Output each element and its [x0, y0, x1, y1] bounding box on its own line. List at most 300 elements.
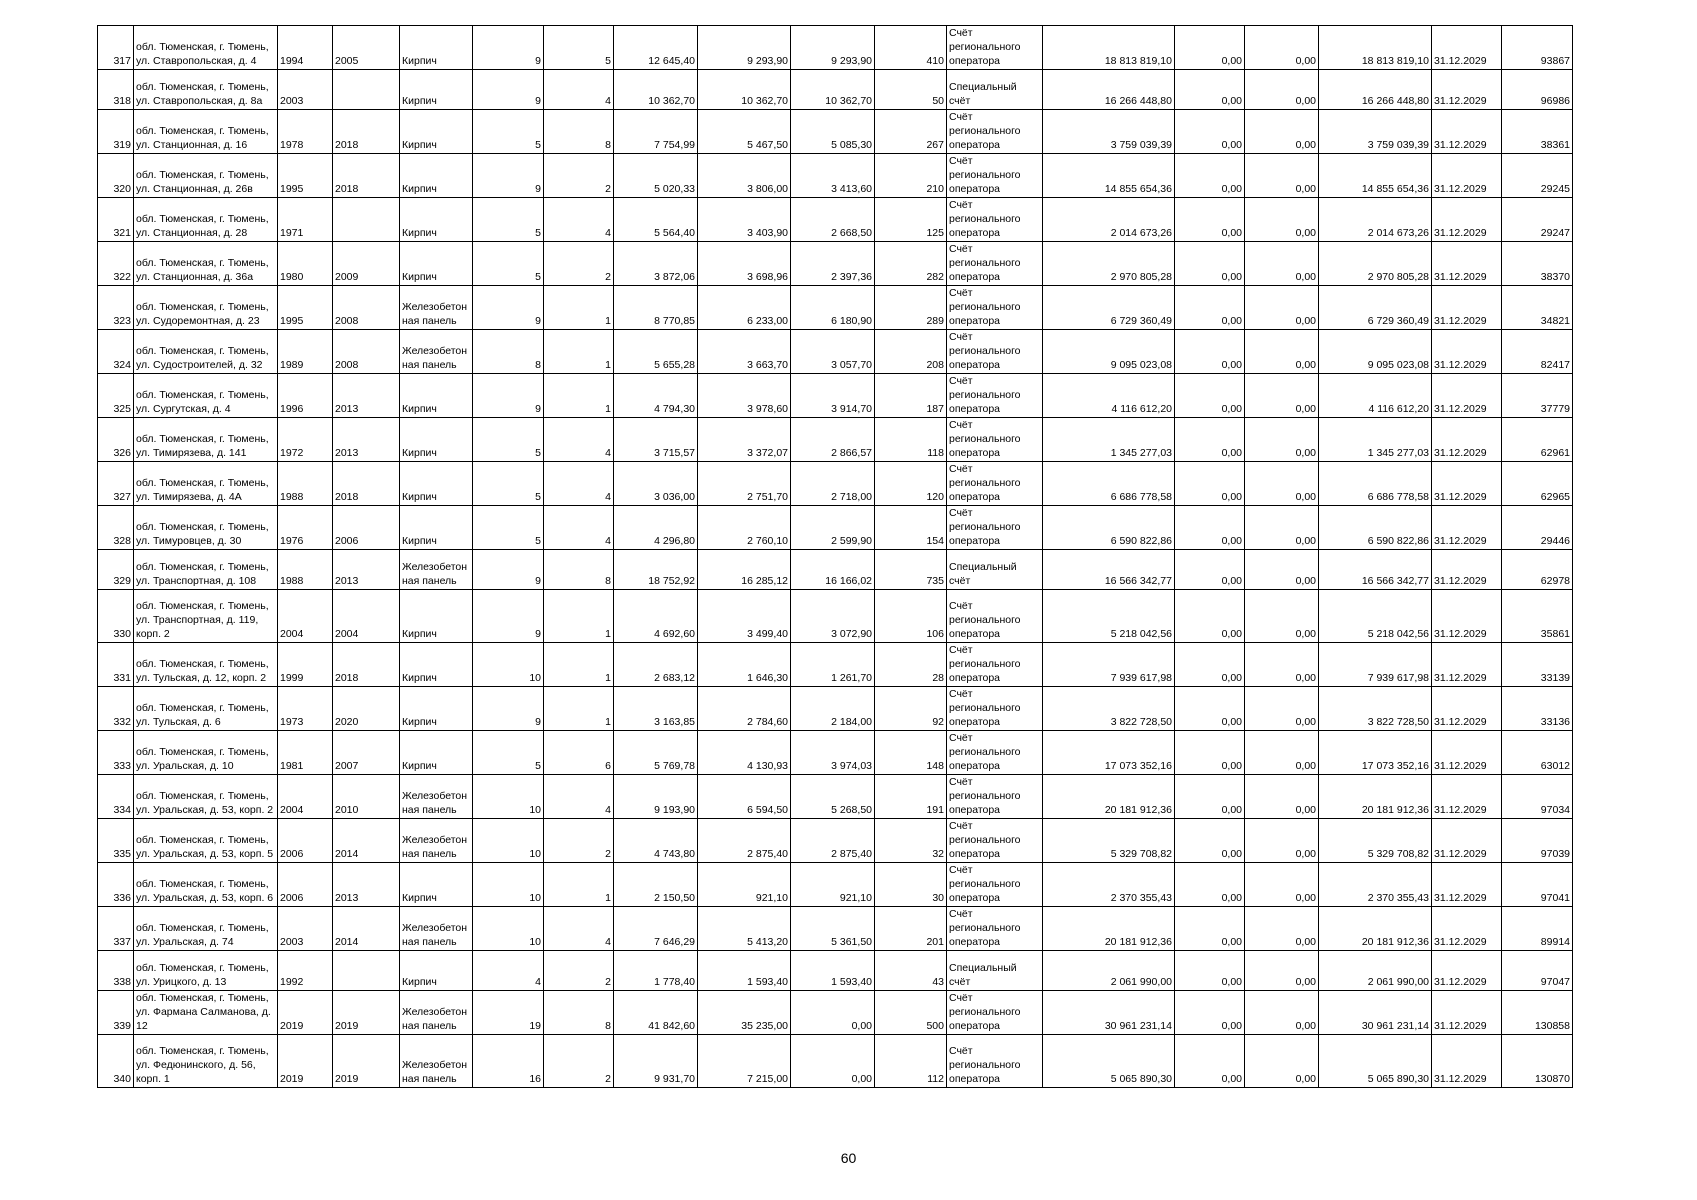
deadline-cell: 31.12.2029: [1432, 242, 1502, 286]
floors-cell: 19: [473, 991, 544, 1035]
cost-cell-b: 0,00: [1245, 819, 1319, 863]
total-cost-cell: 1 345 277,03: [1043, 418, 1175, 462]
wall-material-cell: Кирпич: [400, 70, 473, 110]
owned-area-cell: 1 593,40: [791, 951, 875, 991]
cost-cell-b: 0,00: [1245, 418, 1319, 462]
cost-cell-c: 9 095 023,08: [1319, 330, 1432, 374]
living-area-cell: 5 413,20: [698, 907, 791, 951]
living-area-cell: 2 760,10: [698, 506, 791, 550]
total-area-cell: 9 931,70: [614, 1035, 698, 1088]
cost-cell-b: 0,00: [1245, 687, 1319, 731]
owned-area-cell: 16 166,02: [791, 550, 875, 590]
row-number-cell: 335: [98, 819, 134, 863]
cost-cell-b: 0,00: [1245, 198, 1319, 242]
row-number-cell: 317: [98, 26, 134, 70]
housing-register-table: [97, 25, 1573, 1088]
owned-area-cell: 6 180,90: [791, 286, 875, 330]
wall-material-cell: Кирпич: [400, 418, 473, 462]
cost-cell-c: 17 073 352,16: [1319, 731, 1432, 775]
floors-cell: 10: [473, 643, 544, 687]
deadline-cell: 31.12.2029: [1432, 819, 1502, 863]
cost-cell-c: 6 686 778,58: [1319, 462, 1432, 506]
wall-material-cell: Кирпич: [400, 687, 473, 731]
row-number-cell: 325: [98, 374, 134, 418]
fund-method-cell: Счёт регионального оператора: [947, 286, 1043, 330]
owned-area-cell: 0,00: [791, 991, 875, 1035]
cost-cell-a: 0,00: [1175, 462, 1245, 506]
floors-cell: 10: [473, 819, 544, 863]
table-row: [98, 1035, 1573, 1088]
row-number-cell: 320: [98, 154, 134, 198]
cost-cell-a: 0,00: [1175, 70, 1245, 110]
total-area-cell: 3 163,85: [614, 687, 698, 731]
total-cost-cell: 5 329 708,82: [1043, 819, 1175, 863]
living-area-cell: 3 806,00: [698, 154, 791, 198]
deadline-cell: 31.12.2029: [1432, 462, 1502, 506]
table-row: [98, 819, 1573, 863]
residents-cell: 43: [875, 951, 947, 991]
record-id-cell: 130858: [1502, 991, 1573, 1035]
year-built-cell: 2006: [278, 863, 333, 907]
living-area-cell: 9 293,90: [698, 26, 791, 70]
wall-material-cell: Железобетонная панель: [400, 550, 473, 590]
total-area-cell: 3 872,06: [614, 242, 698, 286]
total-area-cell: 9 193,90: [614, 775, 698, 819]
entrances-cell: 1: [544, 330, 614, 374]
year-renovation-cell: 2018: [333, 110, 400, 154]
residents-cell: 32: [875, 819, 947, 863]
cost-cell-c: 2 061 990,00: [1319, 951, 1432, 991]
year-built-cell: 1989: [278, 330, 333, 374]
owned-area-cell: 2 718,00: [791, 462, 875, 506]
address-cell: обл. Тюменская, г. Тюмень, ул. Уральская, д. 53, корп. 5: [134, 819, 278, 863]
table-row: [98, 991, 1573, 1035]
cost-cell-b: 0,00: [1245, 462, 1319, 506]
total-cost-cell: 4 116 612,20: [1043, 374, 1175, 418]
cost-cell-b: 0,00: [1245, 643, 1319, 687]
total-area-cell: 7 754,99: [614, 110, 698, 154]
table-row: [98, 330, 1573, 374]
cost-cell-c: 5 218 042,56: [1319, 590, 1432, 643]
year-renovation-cell: 2009: [333, 242, 400, 286]
fund-method-cell: Счёт регионального оператора: [947, 374, 1043, 418]
deadline-cell: 31.12.2029: [1432, 198, 1502, 242]
record-id-cell: 89914: [1502, 907, 1573, 951]
wall-material-cell: Кирпич: [400, 506, 473, 550]
record-id-cell: 38361: [1502, 110, 1573, 154]
owned-area-cell: 3 413,60: [791, 154, 875, 198]
row-number-cell: 336: [98, 863, 134, 907]
entrances-cell: 2: [544, 154, 614, 198]
residents-cell: 187: [875, 374, 947, 418]
address-cell: обл. Тюменская, г. Тюмень, ул. Станционная, д. 26в: [134, 154, 278, 198]
year-renovation-cell: 2008: [333, 330, 400, 374]
entrances-cell: 1: [544, 687, 614, 731]
owned-area-cell: 3 057,70: [791, 330, 875, 374]
record-id-cell: 35861: [1502, 590, 1573, 643]
cost-cell-b: 0,00: [1245, 286, 1319, 330]
year-built-cell: 1996: [278, 374, 333, 418]
wall-material-cell: Железобетонная панель: [400, 819, 473, 863]
residents-cell: 289: [875, 286, 947, 330]
residents-cell: 201: [875, 907, 947, 951]
total-cost-cell: 16 266 448,80: [1043, 70, 1175, 110]
fund-method-cell: Счёт регионального оператора: [947, 863, 1043, 907]
wall-material-cell: Железобетонная панель: [400, 1035, 473, 1088]
floors-cell: 10: [473, 863, 544, 907]
deadline-cell: 31.12.2029: [1432, 110, 1502, 154]
cost-cell-c: 16 266 448,80: [1319, 70, 1432, 110]
cost-cell-a: 0,00: [1175, 26, 1245, 70]
cost-cell-c: 2 970 805,28: [1319, 242, 1432, 286]
cost-cell-c: 6 590 822,86: [1319, 506, 1432, 550]
wall-material-cell: Кирпич: [400, 242, 473, 286]
wall-material-cell: Железобетонная панель: [400, 991, 473, 1035]
total-area-cell: 41 842,60: [614, 991, 698, 1035]
deadline-cell: 31.12.2029: [1432, 951, 1502, 991]
cost-cell-b: 0,00: [1245, 1035, 1319, 1088]
owned-area-cell: 2 875,40: [791, 819, 875, 863]
fund-method-cell: Специальный счёт: [947, 550, 1043, 590]
total-area-cell: 5 564,40: [614, 198, 698, 242]
living-area-cell: 2 784,60: [698, 687, 791, 731]
cost-cell-a: 0,00: [1175, 242, 1245, 286]
living-area-cell: 10 362,70: [698, 70, 791, 110]
fund-method-cell: Счёт регионального оператора: [947, 418, 1043, 462]
entrances-cell: 8: [544, 550, 614, 590]
entrances-cell: 8: [544, 110, 614, 154]
address-cell: обл. Тюменская, г. Тюмень, ул. Урицкого, д. 13: [134, 951, 278, 991]
year-built-cell: 2004: [278, 590, 333, 643]
deadline-cell: 31.12.2029: [1432, 991, 1502, 1035]
cost-cell-a: 0,00: [1175, 907, 1245, 951]
year-renovation-cell: 2020: [333, 687, 400, 731]
table-row: [98, 643, 1573, 687]
owned-area-cell: 921,10: [791, 863, 875, 907]
table-row: [98, 951, 1573, 991]
living-area-cell: 3 698,96: [698, 242, 791, 286]
cost-cell-a: 0,00: [1175, 590, 1245, 643]
record-id-cell: 38370: [1502, 242, 1573, 286]
floors-cell: 9: [473, 590, 544, 643]
entrances-cell: 4: [544, 775, 614, 819]
total-cost-cell: 6 590 822,86: [1043, 506, 1175, 550]
row-number-cell: 326: [98, 418, 134, 462]
cost-cell-c: 20 181 912,36: [1319, 775, 1432, 819]
entrances-cell: 2: [544, 1035, 614, 1088]
total-cost-cell: 30 961 231,14: [1043, 991, 1175, 1035]
fund-method-cell: Счёт регионального оператора: [947, 991, 1043, 1035]
entrances-cell: 2: [544, 819, 614, 863]
total-cost-cell: 9 095 023,08: [1043, 330, 1175, 374]
deadline-cell: 31.12.2029: [1432, 330, 1502, 374]
deadline-cell: 31.12.2029: [1432, 374, 1502, 418]
fund-method-cell: Специальный счёт: [947, 70, 1043, 110]
row-number-cell: 329: [98, 550, 134, 590]
record-id-cell: 97041: [1502, 863, 1573, 907]
entrances-cell: 1: [544, 590, 614, 643]
cost-cell-a: 0,00: [1175, 374, 1245, 418]
address-cell: обл. Тюменская, г. Тюмень, ул. Станционная, д. 36а: [134, 242, 278, 286]
row-number-cell: 323: [98, 286, 134, 330]
year-renovation-cell: 2010: [333, 775, 400, 819]
entrances-cell: 4: [544, 418, 614, 462]
year-renovation-cell: 2018: [333, 643, 400, 687]
owned-area-cell: 3 072,90: [791, 590, 875, 643]
entrances-cell: 5: [544, 26, 614, 70]
year-renovation-cell: 2004: [333, 590, 400, 643]
living-area-cell: 6 233,00: [698, 286, 791, 330]
total-area-cell: 1 778,40: [614, 951, 698, 991]
address-cell: обл. Тюменская, г. Тюмень, ул. Уральская, д. 10: [134, 731, 278, 775]
year-renovation-cell: 2019: [333, 991, 400, 1035]
floors-cell: 8: [473, 330, 544, 374]
cost-cell-a: 0,00: [1175, 643, 1245, 687]
year-renovation-cell: [333, 70, 400, 110]
record-id-cell: 62961: [1502, 418, 1573, 462]
wall-material-cell: Кирпич: [400, 26, 473, 70]
address-cell: обл. Тюменская, г. Тюмень, ул. Ставропольская, д. 4: [134, 26, 278, 70]
cost-cell-c: 14 855 654,36: [1319, 154, 1432, 198]
living-area-cell: 2 751,70: [698, 462, 791, 506]
total-area-cell: 4 692,60: [614, 590, 698, 643]
total-area-cell: 3 715,57: [614, 418, 698, 462]
table-row: [98, 775, 1573, 819]
total-cost-cell: 6 686 778,58: [1043, 462, 1175, 506]
cost-cell-a: 0,00: [1175, 418, 1245, 462]
year-built-cell: 1976: [278, 506, 333, 550]
cost-cell-c: 20 181 912,36: [1319, 907, 1432, 951]
owned-area-cell: 2 184,00: [791, 687, 875, 731]
living-area-cell: 16 285,12: [698, 550, 791, 590]
floors-cell: 9: [473, 687, 544, 731]
total-area-cell: 8 770,85: [614, 286, 698, 330]
row-number-cell: 318: [98, 70, 134, 110]
total-area-cell: 2 150,50: [614, 863, 698, 907]
address-cell: обл. Тюменская, г. Тюмень, ул. Фармана Салманова, д. 12: [134, 991, 278, 1035]
cost-cell-b: 0,00: [1245, 731, 1319, 775]
entrances-cell: 2: [544, 951, 614, 991]
fund-method-cell: Счёт регионального оператора: [947, 198, 1043, 242]
address-cell: обл. Тюменская, г. Тюмень, ул. Транспортная, д. 108: [134, 550, 278, 590]
floors-cell: 16: [473, 1035, 544, 1088]
year-renovation-cell: 2013: [333, 863, 400, 907]
residents-cell: 118: [875, 418, 947, 462]
owned-area-cell: 5 085,30: [791, 110, 875, 154]
entrances-cell: 1: [544, 643, 614, 687]
entrances-cell: 2: [544, 242, 614, 286]
table-row: [98, 863, 1573, 907]
cost-cell-c: 2 370 355,43: [1319, 863, 1432, 907]
living-area-cell: 3 499,40: [698, 590, 791, 643]
floors-cell: 10: [473, 907, 544, 951]
row-number-cell: 337: [98, 907, 134, 951]
row-number-cell: 321: [98, 198, 134, 242]
cost-cell-c: 6 729 360,49: [1319, 286, 1432, 330]
cost-cell-a: 0,00: [1175, 506, 1245, 550]
living-area-cell: 3 978,60: [698, 374, 791, 418]
owned-area-cell: 2 668,50: [791, 198, 875, 242]
record-id-cell: 130870: [1502, 1035, 1573, 1088]
record-id-cell: 33139: [1502, 643, 1573, 687]
deadline-cell: 31.12.2029: [1432, 154, 1502, 198]
year-built-cell: 1971: [278, 198, 333, 242]
floors-cell: 5: [473, 462, 544, 506]
deadline-cell: 31.12.2029: [1432, 775, 1502, 819]
year-built-cell: 1988: [278, 550, 333, 590]
address-cell: обл. Тюменская, г. Тюмень, ул. Федюнинского, д. 56, корп. 1: [134, 1035, 278, 1088]
cost-cell-c: 3 759 039,39: [1319, 110, 1432, 154]
deadline-cell: 31.12.2029: [1432, 26, 1502, 70]
record-id-cell: 63012: [1502, 731, 1573, 775]
year-built-cell: 1972: [278, 418, 333, 462]
floors-cell: 5: [473, 418, 544, 462]
fund-method-cell: Счёт регионального оператора: [947, 687, 1043, 731]
year-built-cell: 1992: [278, 951, 333, 991]
owned-area-cell: 3 974,03: [791, 731, 875, 775]
cost-cell-a: 0,00: [1175, 991, 1245, 1035]
year-built-cell: 2006: [278, 819, 333, 863]
table-row: [98, 731, 1573, 775]
wall-material-cell: Железобетонная панель: [400, 907, 473, 951]
total-area-cell: 10 362,70: [614, 70, 698, 110]
living-area-cell: 2 875,40: [698, 819, 791, 863]
residents-cell: 112: [875, 1035, 947, 1088]
cost-cell-a: 0,00: [1175, 1035, 1245, 1088]
address-cell: обл. Тюменская, г. Тюмень, ул. Тульская, д. 6: [134, 687, 278, 731]
total-cost-cell: 5 218 042,56: [1043, 590, 1175, 643]
year-renovation-cell: [333, 951, 400, 991]
residents-cell: 106: [875, 590, 947, 643]
year-built-cell: 1980: [278, 242, 333, 286]
residents-cell: 267: [875, 110, 947, 154]
total-area-cell: 3 036,00: [614, 462, 698, 506]
record-id-cell: 97039: [1502, 819, 1573, 863]
total-cost-cell: 20 181 912,36: [1043, 775, 1175, 819]
total-cost-cell: 2 061 990,00: [1043, 951, 1175, 991]
cost-cell-b: 0,00: [1245, 506, 1319, 550]
cost-cell-c: 3 822 728,50: [1319, 687, 1432, 731]
record-id-cell: 37779: [1502, 374, 1573, 418]
residents-cell: 154: [875, 506, 947, 550]
deadline-cell: 31.12.2029: [1432, 506, 1502, 550]
row-number-cell: 340: [98, 1035, 134, 1088]
floors-cell: 5: [473, 731, 544, 775]
cost-cell-a: 0,00: [1175, 863, 1245, 907]
year-built-cell: 2003: [278, 70, 333, 110]
living-area-cell: 35 235,00: [698, 991, 791, 1035]
deadline-cell: 31.12.2029: [1432, 418, 1502, 462]
fund-method-cell: Счёт регионального оператора: [947, 26, 1043, 70]
entrances-cell: 1: [544, 286, 614, 330]
fund-method-cell: Счёт регионального оператора: [947, 907, 1043, 951]
cost-cell-a: 0,00: [1175, 198, 1245, 242]
fund-method-cell: Счёт регионального оператора: [947, 643, 1043, 687]
year-built-cell: 2004: [278, 775, 333, 819]
deadline-cell: 31.12.2029: [1432, 286, 1502, 330]
address-cell: обл. Тюменская, г. Тюмень, ул. Судостроителей, д. 32: [134, 330, 278, 374]
living-area-cell: 3 663,70: [698, 330, 791, 374]
address-cell: обл. Тюменская, г. Тюмень, ул. Уральская, д. 74: [134, 907, 278, 951]
cost-cell-b: 0,00: [1245, 330, 1319, 374]
floors-cell: 5: [473, 506, 544, 550]
total-area-cell: 4 296,80: [614, 506, 698, 550]
deadline-cell: 31.12.2029: [1432, 907, 1502, 951]
living-area-cell: 3 372,07: [698, 418, 791, 462]
entrances-cell: 1: [544, 374, 614, 418]
total-cost-cell: 3 759 039,39: [1043, 110, 1175, 154]
table-row: [98, 286, 1573, 330]
total-cost-cell: 2 014 673,26: [1043, 198, 1175, 242]
year-built-cell: 1973: [278, 687, 333, 731]
table-row: [98, 550, 1573, 590]
year-renovation-cell: 2014: [333, 907, 400, 951]
year-renovation-cell: 2005: [333, 26, 400, 70]
cost-cell-a: 0,00: [1175, 286, 1245, 330]
record-id-cell: 33136: [1502, 687, 1573, 731]
year-built-cell: 2019: [278, 991, 333, 1035]
cost-cell-a: 0,00: [1175, 550, 1245, 590]
address-cell: обл. Тюменская, г. Тюмень, ул. Судоремонтная, д. 23: [134, 286, 278, 330]
address-cell: обл. Тюменская, г. Тюмень, ул. Уральская, д. 53, корп. 6: [134, 863, 278, 907]
cost-cell-c: 30 961 231,14: [1319, 991, 1432, 1035]
owned-area-cell: 3 914,70: [791, 374, 875, 418]
wall-material-cell: Кирпич: [400, 374, 473, 418]
year-built-cell: 1995: [278, 154, 333, 198]
year-built-cell: 1995: [278, 286, 333, 330]
year-renovation-cell: 2013: [333, 550, 400, 590]
residents-cell: 500: [875, 991, 947, 1035]
fund-method-cell: Счёт регионального оператора: [947, 590, 1043, 643]
address-cell: обл. Тюменская, г. Тюмень, ул. Тимуровцев, д. 30: [134, 506, 278, 550]
total-cost-cell: 2 370 355,43: [1043, 863, 1175, 907]
row-number-cell: 327: [98, 462, 134, 506]
row-number-cell: 330: [98, 590, 134, 643]
table-row: [98, 242, 1573, 286]
cost-cell-b: 0,00: [1245, 991, 1319, 1035]
deadline-cell: 31.12.2029: [1432, 1035, 1502, 1088]
record-id-cell: 29245: [1502, 154, 1573, 198]
table-row: [98, 70, 1573, 110]
row-number-cell: 338: [98, 951, 134, 991]
cost-cell-b: 0,00: [1245, 907, 1319, 951]
total-area-cell: 5 020,33: [614, 154, 698, 198]
year-built-cell: 1988: [278, 462, 333, 506]
owned-area-cell: 0,00: [791, 1035, 875, 1088]
year-renovation-cell: 2007: [333, 731, 400, 775]
deadline-cell: 31.12.2029: [1432, 70, 1502, 110]
table-row: [98, 26, 1573, 70]
living-area-cell: 3 403,90: [698, 198, 791, 242]
fund-method-cell: Счёт регионального оператора: [947, 775, 1043, 819]
record-id-cell: 29446: [1502, 506, 1573, 550]
total-area-cell: 2 683,12: [614, 643, 698, 687]
cost-cell-a: 0,00: [1175, 951, 1245, 991]
floors-cell: 5: [473, 110, 544, 154]
living-area-cell: 1 646,30: [698, 643, 791, 687]
cost-cell-a: 0,00: [1175, 775, 1245, 819]
wall-material-cell: Кирпич: [400, 590, 473, 643]
total-cost-cell: 7 939 617,98: [1043, 643, 1175, 687]
year-renovation-cell: 2018: [333, 462, 400, 506]
deadline-cell: 31.12.2029: [1432, 687, 1502, 731]
cost-cell-b: 0,00: [1245, 863, 1319, 907]
cost-cell-a: 0,00: [1175, 819, 1245, 863]
entrances-cell: 8: [544, 991, 614, 1035]
year-built-cell: 1999: [278, 643, 333, 687]
year-renovation-cell: 2013: [333, 374, 400, 418]
record-id-cell: 62965: [1502, 462, 1573, 506]
